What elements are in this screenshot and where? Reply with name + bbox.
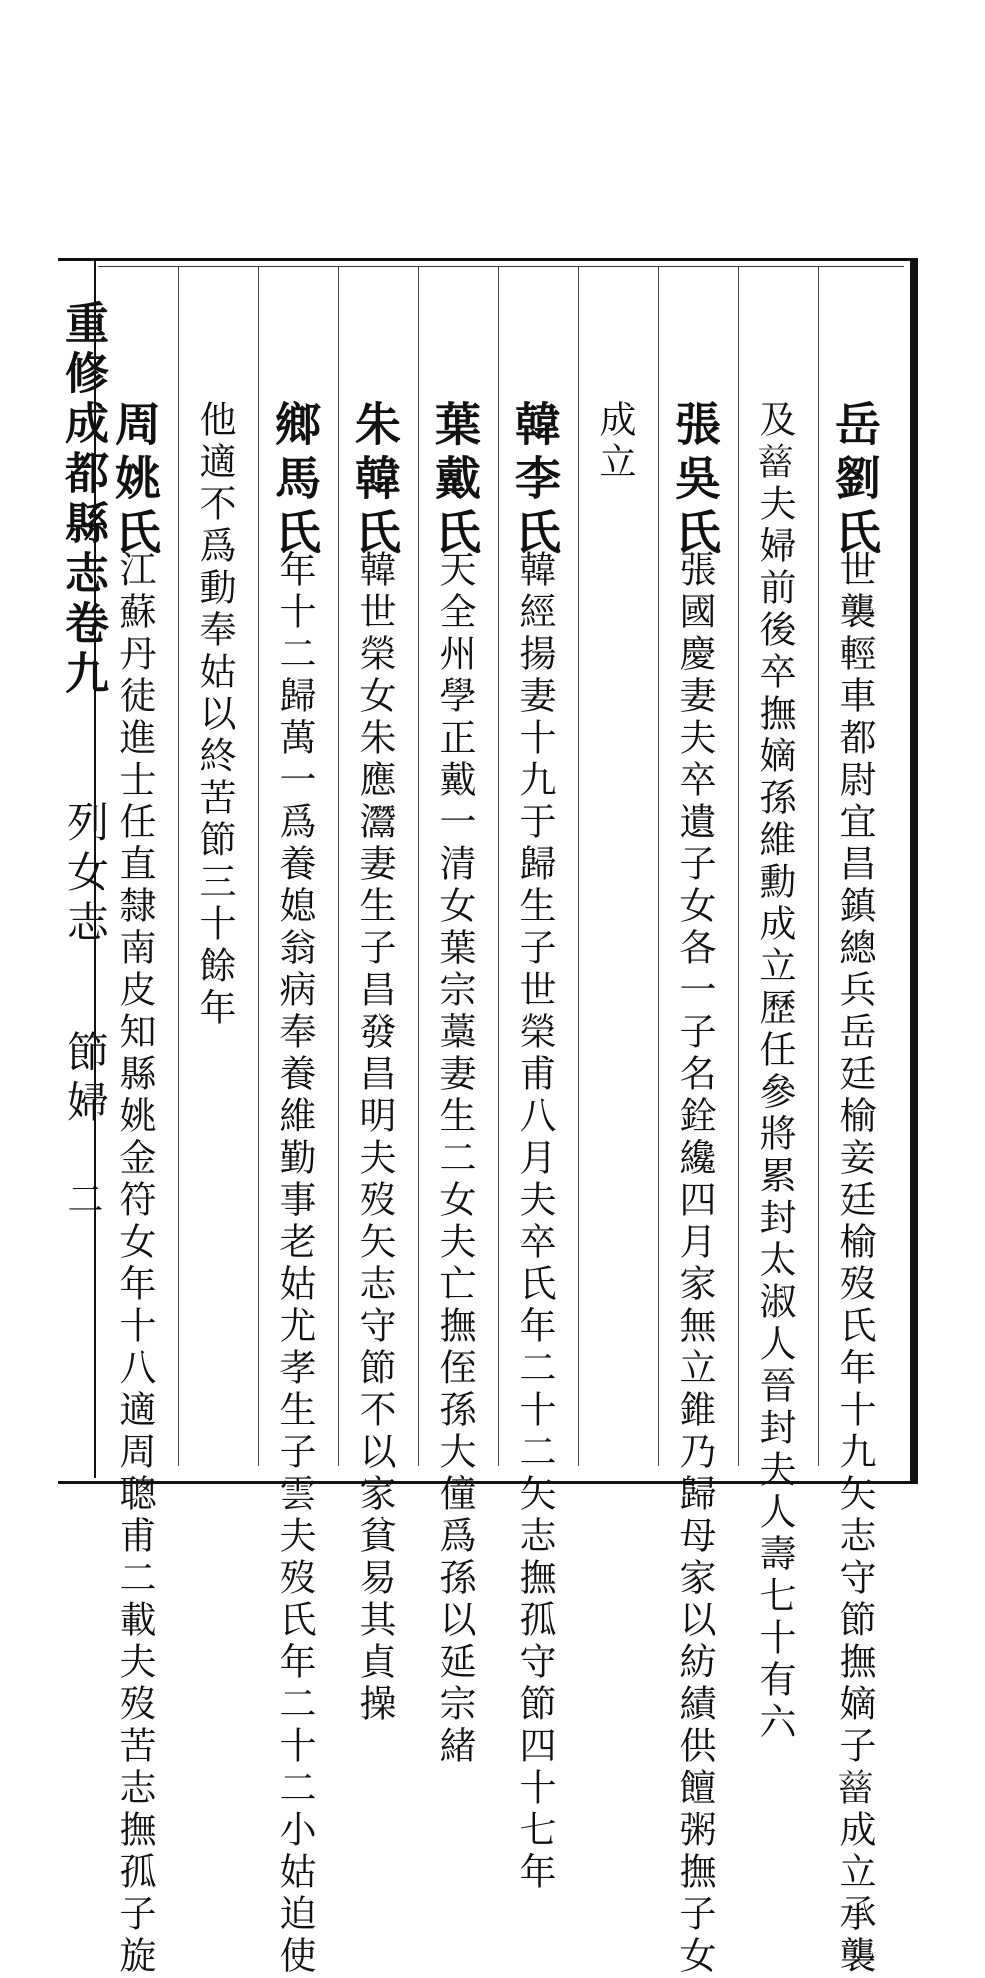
column-3 (664, 400, 744, 1978)
column-5 (504, 400, 584, 1894)
entry-text: 世襲輕車都尉宜昌鎮總兵岳廷榆妾廷榆歿氏年十九矢志守節撫嫡子𤲸成立承襲 (833, 550, 876, 1978)
entry-text: 他適不爲動奉姑以終苦節三十餘年 (193, 400, 236, 1030)
column-6 (424, 400, 504, 1768)
column-1 (824, 400, 904, 1978)
entry-text: 韓世榮女朱應灊妻生子昌發昌明夫歿矢志守節不以家貧易其貞操 (353, 550, 396, 1726)
entry-text: 天全州學正戴一清女葉宗藁妻生二女夫亡撫侄孫大僮爲孫以延宗緒 (433, 550, 476, 1768)
entry-text: 張國慶妻夫卒遺子女各一子名銓纔四月家無立錐乃歸母家以紡績供饘粥撫子女 (673, 550, 716, 1978)
subsection-title: 節婦 (61, 1030, 110, 1130)
top-rule (98, 266, 904, 267)
column-8 (264, 400, 344, 1978)
entry-name: 葉戴氏 (428, 400, 482, 562)
column-10 (104, 400, 184, 1978)
column-2 (744, 400, 824, 1744)
entry-name: 張吳氏 (668, 400, 722, 562)
section-title: 列女志 (61, 800, 110, 950)
entry-name: 岳劉氏 (828, 400, 882, 562)
entry-name: 周姚氏 (108, 400, 162, 562)
page-number: 二 (62, 1180, 103, 1216)
entry-name: 韓李氏 (508, 400, 562, 562)
entry-name: 鄉馬氏 (268, 400, 322, 562)
column-7 (344, 400, 424, 1726)
entry-text: 江蘇丹徒進士任直隸南皮知縣姚金符女年十八適周聰甫二載夫歿苦志撫孤子旋 (113, 550, 156, 1978)
entry-name: 朱韓氏 (348, 400, 402, 562)
entry-text: 年十二歸萬一爲養媳翁病奉養維勤事老姑尤孝生子雲夫歿氏年二十二小姑迫使 (273, 550, 316, 1978)
volume-title: 重修成都縣志卷九 (57, 300, 108, 700)
column-9 (184, 400, 264, 1600)
entry-text: 韓經揚妻十九于歸生子世榮甫八月夫卒氏年二十二矢志撫孤守節四十七年 (513, 550, 556, 1894)
entry-text: 成立 (593, 400, 636, 484)
column-4 (584, 400, 664, 1600)
entry-text: 及𤲸夫婦前後卒撫嫡孫維勳成立歷任參將累封太淑人晉封夫人壽七十有六 (753, 400, 796, 1744)
